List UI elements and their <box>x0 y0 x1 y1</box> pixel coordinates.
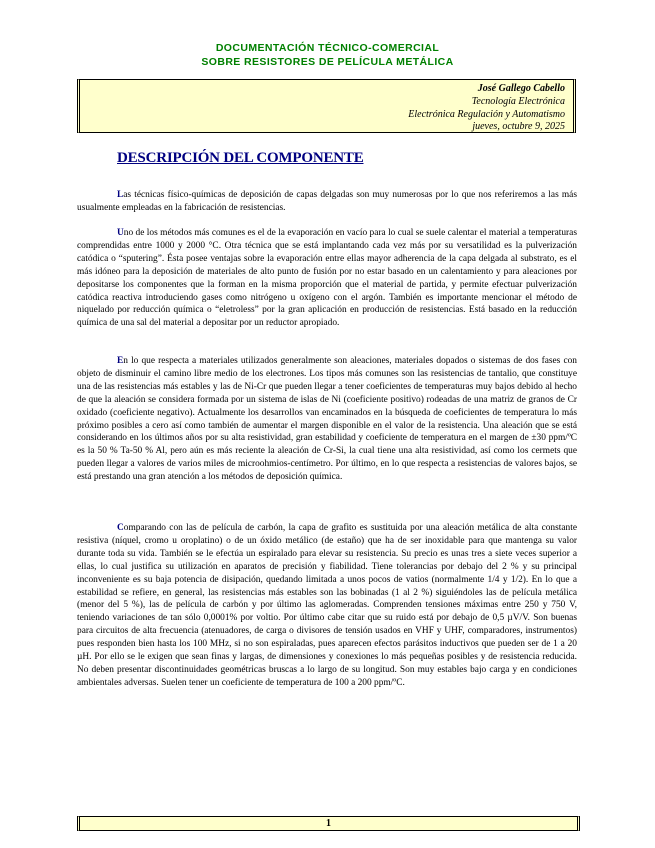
author-name: José Gallego Cabello <box>477 83 565 94</box>
page-footer <box>77 816 580 831</box>
paragraph-1-text: as técnicas físico-químicas de deposición de capas delgadas son muy numerosas por lo que nos referiremos a las más usualmente empleadas en la fabricación de resistencias. <box>77 190 577 213</box>
paragraph-3-text: n lo que respecta a materiales utilizados generalmente son aleaciones, materiales dopados o sistemas de dos fases con objeto de disminuir el camino libre medio de los electrones. Los tipos más comunes son las resistencias de tantalio, que constituye una de las resistencias más estables y las de Ni-Cr que pueden llegar a tener coeficientes de temperaturas muy bajos debido al hecho de que la aleación se considera formada por un sistema de islas de Ni (coeficiente positivo) rodeadas de una matriz de granos de Cr oxidado (coeficiente negativo). Actualmente los desarrollos van encaminados en la búsqueda de coeficientes de temperatura lo más próximo posibles a cero así como también de aumentar el margen disponible en el valor de la resistencia. Una aleación que se está considerando en los últimos años por su alta resistividad, gran estabilidad y coeficiente de temperatura en el margen de ±30 ppm/ºC es la 50 % Ta-50 % Al, pero aún es más reciente la aleación de Cr-Si, la cual tiene una alta resistividad, así como los cermets que pueden llegar a valores de varios miles de microohmios-centímetro. Por último, en lo que respecta a resistencias de valores bajos, se está prestando una gran atención a los métodos de deposición química. <box>77 356 577 483</box>
paragraph-1 <box>77 189 577 215</box>
paragraph-2 <box>77 227 577 330</box>
section-heading: DESCRIPCIÓN DEL COMPONENTE <box>117 150 364 166</box>
document-title-line-2: SOBRE RESISTORES DE PELÍCULA METÁLICA <box>201 56 454 68</box>
document-title <box>0 41 655 69</box>
paragraph-4 <box>77 522 577 690</box>
paragraph-4-text: omparando con las de película de carbón, la capa de grafito es sustituida por una aleación metálica de alta constante resistiva (níquel, cromo u oroplatino) o de un óxido metálico (de estaño) que ha de ser inoxidable para que mantenga su valor durante toda su vida. También se le efectúa un espiralado para elevar su resistencia. Su precio es unas tres a siete veces superior a ellas, lo cual justifica su utilización en aparatos de precisión y fiabilidad. Tiene tolerancias por debajo del 2 % y su principal inconveniente es su baja potencia de disipación, quedando limitada a unos pocos de vatios (normalmente 1/4 y 1/2). En lo que a estabilidad se refiere, en general, las resistencias más estables son las bobinadas (1 al 2 %) siguiéndoles las de película metálica (menor del 5 %), las de película de carbón y por último las aglomeradas. Comprenden tensiones máximas entre 250 y 750 V, teniendo variaciones de tan sólo 0,0001% por voltio. Por último cabe citar que su ruido está por debajo de 0,5 µV/V. Son buenas para circuitos de alta frecuencia (atenuadores, de carga o divisores de tensión usados en VHF y UHF, comparadores, instrumentos) pues responden bien hasta los 100 MHz, si no son espiraladas, pues aparecen efectos parásitos inductivos que pueden ser de 1 a 20 µH. Por ello se le exigen que sean finas y largas, de dimensiones y conexiones lo más pequeñas posibles y de resistencia reducida. No deben presentar discontinuidades geométricas bruscas a lo largo de su longitud. Son muy estables bajo carga y en condiciones ambientales adversas. Suelen tener un coeficiente de temperatura de 100 a 200 ppm/ºC. <box>77 523 577 688</box>
document-title-line-1: DOCUMENTACIÓN TÉCNICO-COMERCIAL <box>215 42 440 54</box>
paragraph-2-text: no de los métodos más comunes es el de la evaporación en vacío para lo cual se suele calentar el material a temperaturas comprendidas entre 1000 y 2000 °C. Otra técnica que se está implantando cada vez más por su versatilidad es la pulverización catódica o “sputering”. Ésta posee ventajas sobre la evaporación entre ellas mayor adherencia de la capa delgada al substrato, es el más idóneo para la deposición de materiales de alto punto de fusión por no estar basado en un calentamiento y para aleaciones por depositarse los componentes que la forman en la misma proporción que el material de partida, y permite efectuar pulverización catódica reactiva introduciendo gases como nitrógeno u oxígeno con el argón. También es importante mencionar el método de niquelado por reducción química o “eletroless” por la gran aplicación en producción de resistencias. Está basado en la reducción química de una sal del material a depositar por un reductor apropiado. <box>77 228 577 329</box>
paragraph-3-initial: E <box>117 356 124 366</box>
author-department: Tecnología Electrónica <box>471 96 565 107</box>
paragraph-2-initial: U <box>117 228 124 238</box>
author-subject: Electrónica Regulación y Automatismo <box>408 109 565 120</box>
author-box <box>77 79 576 133</box>
document-date: jueves, octubre 9, 2025 <box>472 121 565 132</box>
paragraph-1-initial: L <box>117 190 124 200</box>
paragraph-3 <box>77 355 577 484</box>
paragraph-4-initial: C <box>117 523 124 533</box>
page-number: 1 <box>326 818 331 829</box>
